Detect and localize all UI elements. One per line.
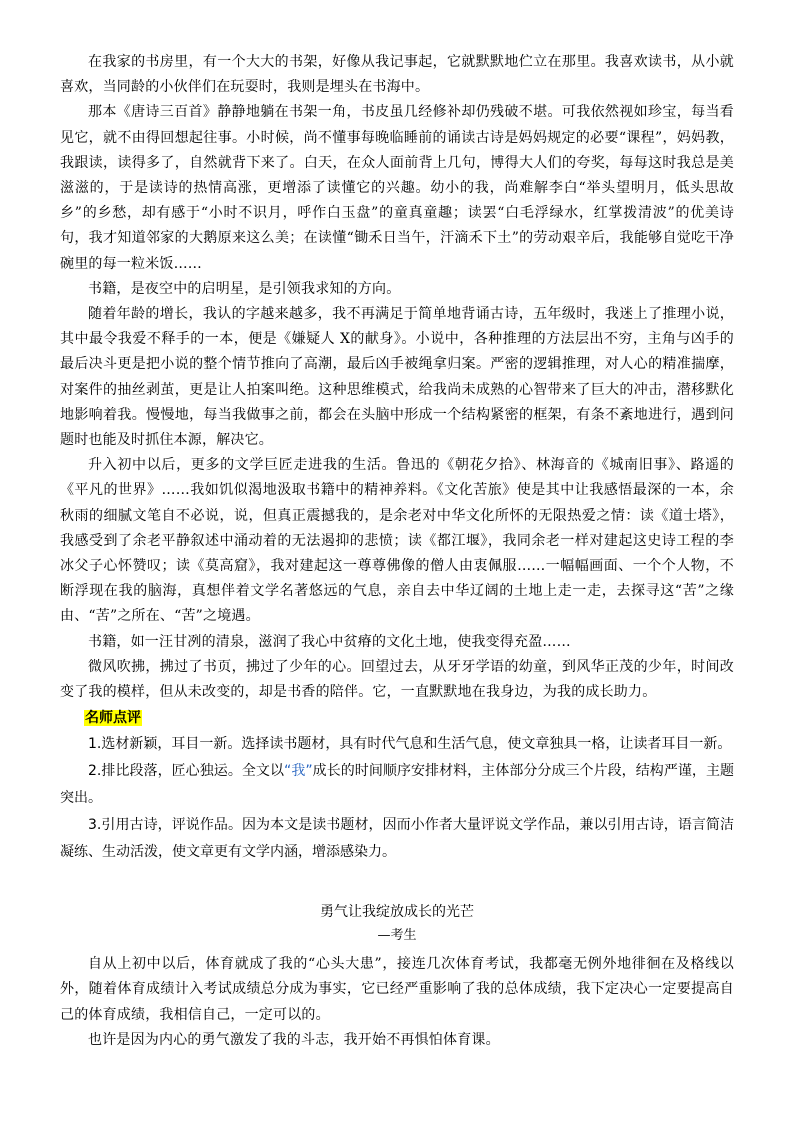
- essay-title: 勇气让我绽放成长的光芒: [320, 904, 474, 921]
- review-item-quote: “我”: [284, 763, 313, 780]
- essay-paragraph: 随着年龄的增长，我认的字越来越多，我不再满足于简单地背诵古诗，五年级时，我迷上了推理小说，其中最令我爱不释手的一本，便是《嫌疑人 X的献身》。小说中，各种推理的方法层出不穷，主角与凶手的最后决斗更是把小说的整个情节推向了高潮，最后凶手被绳拿归案。严密的逻辑推理，对人心的精准揣摩，对案件的抽丝剥茧，更是让人拍案叫绝。这种思维模式，给我尚未成熟的心智带来了巨大的冲击，潜移默化地影响着我。慢慢地，每当我做事之前，都会在头脑中形成一个结构紧密的框架，有条不紊地进行，遇到问题时也能及时抓住本源，解决它。: [60, 306, 734, 449]
- essay-author: —考生: [377, 928, 417, 944]
- essay-paragraph: 在我家的书房里，有一个大大的书架，好像从我记事起，它就默默地伫立在那里。我喜欢读书，从小就喜欢，当同龄的小伙伴们在玩耍时，我则是埋头在书海中。: [60, 54, 734, 96]
- review-item: 1.选材新颖，耳目一新。选择读书题材，具有时代气息和生活气息，使文章独具一格，让读者耳目一新。: [88, 736, 732, 753]
- review-item: [60, 758, 734, 812]
- teacher-review-heading: [84, 707, 734, 731]
- teacher-review-label: 名师点评: [85, 710, 141, 727]
- essay-paragraph: 那本《唐诗三百首》静静地躺在书架一角，书皮虽几经修补却仍残破不堪。可我依然视如珍宝，每当看见它，就不由得回想起往事。小时候，尚不懂事每晚临睡前的诵读古诗是妈妈规定的必要“课程”，妈妈教，我跟读，读得多了，自然就背下来了。白天，在众人面前背上几句，博得大人们的夸奖，每每这时我总是美滋滋的，于是读诗的热情高涨，更增添了读懂它的兴趣。幼小的我，尚难解李白“举头望明月，低头思故乡”的乡愁，却有感于“小时不识月，呼作白玉盘”的童真童趣；读罢“白毛浮绿水，红掌拨清波”的优美诗句，我才知道邻家的大鹅原来这么美；在读懂“锄禾日当午，汗滴禾下土”的劳动艰辛后，我能够自觉吃干净碗里的每一粒米饭……: [60, 104, 734, 272]
- essay-paragraph: 也许是因为内心的勇气激发了我的斗志，我开始不再惧怕体育课。: [88, 1031, 500, 1048]
- essay-paragraph: 自从上初中以后，体育就成了我的“心头大患”，接连几次体育考试，我都毫无例外地徘徊在及格线以外，随着体育成绩计入考试成绩总分成为事实，它已经严重影响了我的总体成绩，我下定决心一定要提高自己的体育成绩，我相信自己，一定可以的。: [60, 956, 734, 1023]
- review-item-text: 2.排比段落，匠心独运。全文以: [88, 763, 285, 780]
- review-item-text: 成长的时间顺序安排材料，主体部分分成三个片段，结构严谨，主题突出。: [60, 763, 735, 807]
- essay-reading-body: [60, 50, 734, 705]
- review-item: 3.引用古诗，评说作品。因为本文是读书题材，因而小作者大量评说文学作品，兼以引用古诗，语言简洁凝练、生动活泼，使文章更有文学内涵，增添感染力。: [60, 817, 734, 861]
- essay-paragraph: 微风吹拂，拂过了书页，拂过了少年的心。回望过去，从牙牙学语的幼童，到风华正茂的少年，时间改变了我的模样，但从未改变的，却是书香的陪伴。它，一直默默地在我身边，为我的成长助力。: [60, 658, 734, 701]
- essay-paragraph: 书籍，如一汪甘冽的清泉，滋润了我心中贫瘠的文化土地，使我变得充盈……: [88, 633, 571, 650]
- essay-courage-body: [60, 952, 734, 1053]
- essay-paragraph: 升入初中以后，更多的文学巨匠走进我的生活。鲁迅的《朝花夕拾》、林海音的《城南旧事》、路遥的《平凡的世界》……我如饥似渴地汲取书籍中的精神养料。《文化苦旅》使是其中让我感悟最深的一本，余秋雨的细腻文笔自不必说，说，但真正震撼我的，是余老对中华文化所怀的无限热爱之情：读《道士塔》，我感受到了余老平静叙述中涌动着的无法遏抑的悲愤；读《都江堰》，我同余老一样对建起这史诗工程的李冰父子心怀赞叹；读《莫高窟》，我对建起这一尊尊佛像的僧人由衷佩服……一幅幅画面、一个个人物，不断浮现在我的脑海，真想伴着文学名著悠远的气息，亲自去中华辽阔的土地上走一走，去探寻这“苦”之缘由、“苦”之所在、“苦”之境遇。: [60, 457, 734, 625]
- essay-paragraph: 书籍，是夜空中的启明星，是引领我求知的方向。: [88, 280, 401, 297]
- teacher-review: [60, 731, 734, 866]
